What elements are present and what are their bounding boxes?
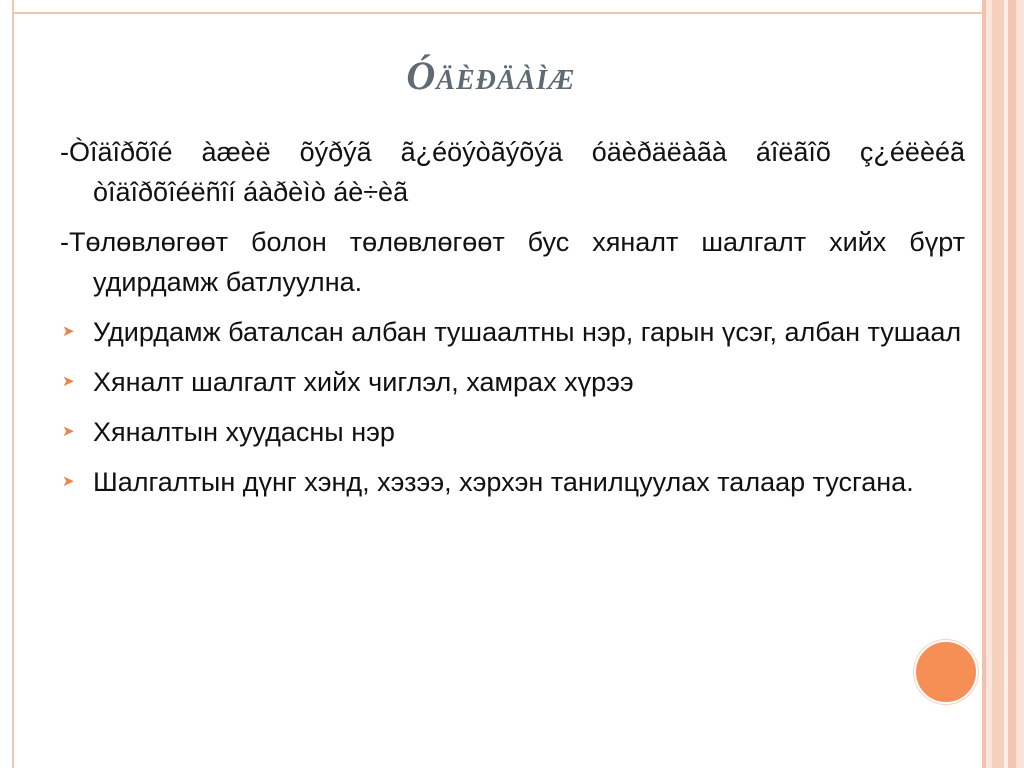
- decorative-circle: [914, 640, 978, 704]
- list-item-text: Хяналтын хуудасны нэр: [93, 417, 395, 447]
- list-item: [60, 412, 965, 452]
- list-item: [60, 132, 965, 212]
- list-item-text: -Òîäîðõîé àæèë õýðýã ã¿éöýòãýõýä óäèðäëàãà áîëãîõ ç¿éëèéã òîäîðõîéëñîí áàðèìò áè÷èã: [60, 137, 965, 207]
- list-item-text: Хяналт шалгалт хийх чиглэл, хамрах хүрээ: [93, 367, 634, 397]
- slide-body: [60, 132, 965, 512]
- slide-title: Óäèðäàìæ: [406, 53, 576, 98]
- list-item-text: -Төлөвлөгөөт болон төлөвлөгөөт бус хяналт шалгалт хийх бүрт удирдамж батлуулна.: [60, 227, 965, 297]
- arrow-bullet-icon: ➤: [62, 323, 75, 340]
- list-item: [60, 222, 965, 302]
- list-item: [60, 312, 965, 352]
- arrow-bullet-icon: ➤: [62, 373, 75, 390]
- decorative-stripes: [982, 0, 1024, 768]
- list-item-text: Удирдамж баталсан албан тушаалтны нэр, гарын үсэг, албан тушаал: [93, 317, 962, 347]
- frame-left-border: [12, 0, 14, 768]
- list-item: [60, 462, 965, 502]
- list-item-text: Шалгалтын дүнг хэнд, хэзээ, хэрхэн танилцуулах талаар тусгана.: [93, 467, 914, 497]
- arrow-bullet-icon: ➤: [62, 423, 75, 440]
- arrow-bullet-icon: ➤: [62, 473, 75, 490]
- list-item: [60, 362, 965, 402]
- frame-top-border: [12, 12, 982, 14]
